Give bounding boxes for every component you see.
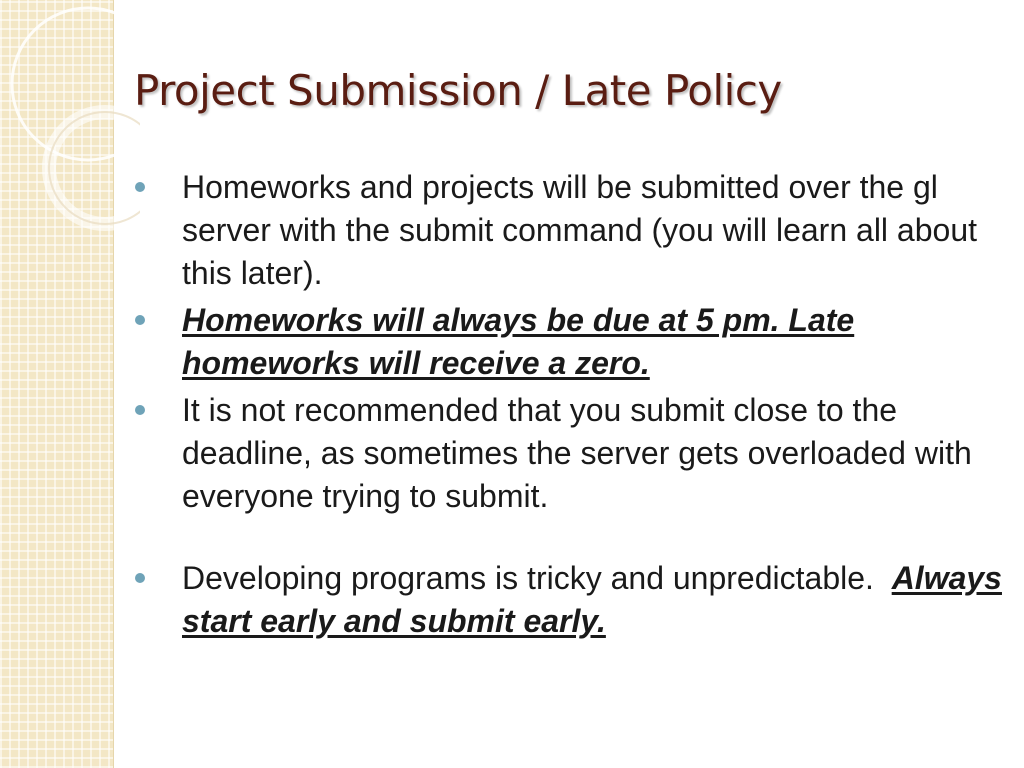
- bullet-list: [133, 166, 1003, 647]
- bullet-item: [133, 389, 1003, 518]
- slide-title: Project Submission / Late Policy: [134, 66, 782, 115]
- bullet-item: [133, 166, 1003, 295]
- bullet-text: It is not recommended that you submit close to the deadline, as sometimes the server gets overloaded with everyone trying to submit.: [182, 392, 972, 514]
- bullet-text: Homeworks and projects will be submitted over the gl server with the submit command (you will learn all about this later).: [182, 169, 977, 291]
- bullet-marker: [135, 182, 145, 192]
- bullet-emphasis-text: Always start early and submit early.: [182, 560, 1002, 639]
- bullet-marker: [135, 405, 145, 415]
- bullet-marker: [135, 573, 145, 583]
- bullet-item: [133, 557, 1003, 643]
- decorative-rings: [0, 0, 140, 260]
- bullet-marker: [135, 315, 145, 325]
- bullet-text: Developing programs is tricky and unpredictable.: [182, 560, 874, 596]
- bullet-emphasis-text: Homeworks will always be due at 5 pm. Late homeworks will receive a zero.: [182, 302, 855, 381]
- bullet-item: [133, 299, 1003, 385]
